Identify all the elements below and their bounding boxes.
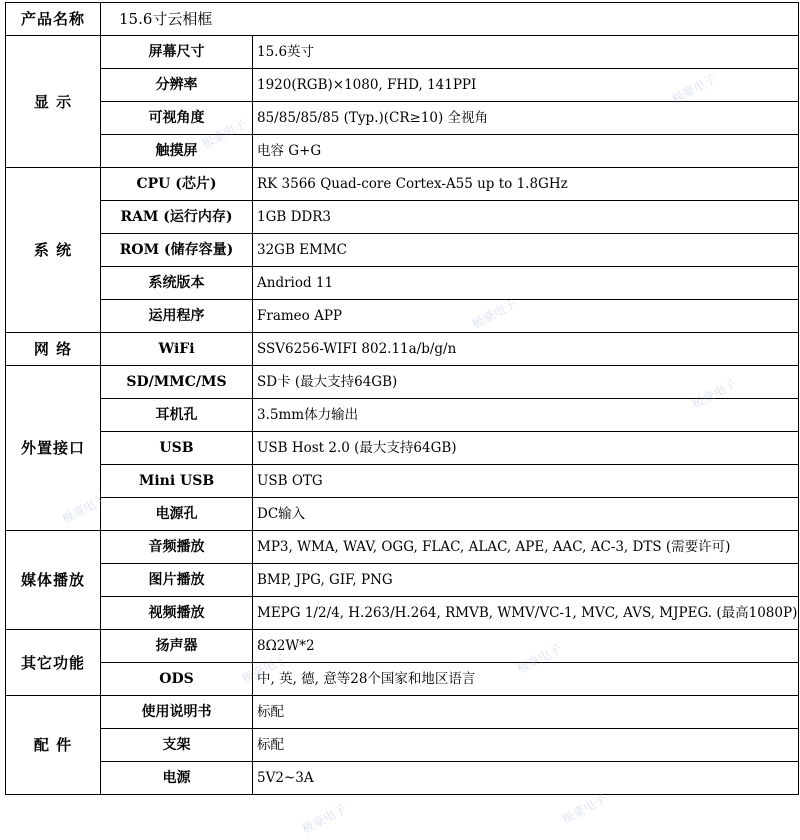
spec-row xyxy=(6,36,799,69)
spec-row xyxy=(6,432,799,465)
spec-item-label: 可视角度 xyxy=(101,102,253,135)
spec-item-label: 分辨率 xyxy=(101,69,253,102)
spec-row xyxy=(6,630,799,663)
spec-item-value: 3.5mm体力输出 xyxy=(253,399,799,432)
spec-item-label: 屏幕尺寸 xyxy=(101,36,253,69)
spec-item-label: 扬声器 xyxy=(101,630,253,663)
product-name-row xyxy=(6,3,799,36)
spec-row xyxy=(6,333,799,366)
spec-item-label: 图片播放 xyxy=(101,564,253,597)
spec-item-label: 电源孔 xyxy=(101,498,253,531)
spec-item-label: ODS xyxy=(101,663,253,696)
watermark-text: 极豪电子 xyxy=(469,296,519,332)
spec-item-label: CPU (芯片) xyxy=(101,168,253,201)
spec-item-value: SD卡 (最大支持64GB) xyxy=(253,366,799,399)
spec-item-value: 1GB DDR3 xyxy=(253,201,799,234)
spec-row xyxy=(6,531,799,564)
spec-item-value: MEPG 1/2/4, H.263/H.264, RMVB, WMV/VC-1, MVC, AVS, MJPEG. (最高1080P) xyxy=(253,597,799,630)
spec-row xyxy=(6,135,799,168)
spec-row xyxy=(6,663,799,696)
spec-row xyxy=(6,69,799,102)
spec-item-value: 电容 G+G xyxy=(253,135,799,168)
spec-item-label: RAM (运行内存) xyxy=(101,201,253,234)
spec-item-value: DC输入 xyxy=(253,498,799,531)
category-label: 媒体播放 xyxy=(6,531,101,630)
spec-row xyxy=(6,234,799,267)
watermark-text: 极豪电子 xyxy=(59,491,109,527)
watermark-text: 极豪电子 xyxy=(689,376,739,412)
spec-item-value: 标配 xyxy=(253,729,799,762)
spec-item-label: 运用程序 xyxy=(101,300,253,333)
watermark-text: 极豪电子 xyxy=(514,641,564,677)
spec-table-body xyxy=(6,3,799,795)
watermark-text: 极豪电子 xyxy=(669,71,719,107)
watermark-text: 极豪电子 xyxy=(559,791,609,827)
watermark-text: 极豪电子 xyxy=(239,651,289,687)
spec-item-value: 15.6英寸 xyxy=(253,36,799,69)
spec-item-value: USB OTG xyxy=(253,465,799,498)
spec-item-value: 32GB EMMC xyxy=(253,234,799,267)
spec-item-label: USB xyxy=(101,432,253,465)
spec-row xyxy=(6,168,799,201)
spec-item-label: Mini USB xyxy=(101,465,253,498)
category-label: 显 示 xyxy=(6,36,101,168)
category-label: 网 络 xyxy=(6,333,101,366)
product-name-value: 15.6寸云相框 xyxy=(101,3,799,36)
spec-item-value: 5V2~3A xyxy=(253,762,799,795)
spec-item-value: 85/85/85/85 (Typ.)(CR≥10) 全视角 xyxy=(253,102,799,135)
spec-item-value: SSV6256-WIFI 802.11a/b/g/n xyxy=(253,333,799,366)
spec-item-value: 中, 英, 德, 意等28个国家和地区语言 xyxy=(253,663,799,696)
spec-item-value: BMP, JPG, GIF, PNG xyxy=(253,564,799,597)
spec-item-value: RK 3566 Quad-core Cortex-A55 up to 1.8GHz xyxy=(253,168,799,201)
product-name-label: 产品名称 xyxy=(6,3,101,36)
spec-table xyxy=(5,2,799,795)
spec-item-label: WiFi xyxy=(101,333,253,366)
spec-row xyxy=(6,300,799,333)
spec-row xyxy=(6,762,799,795)
spec-item-value: 标配 xyxy=(253,696,799,729)
spec-row xyxy=(6,498,799,531)
watermark-text: 极豪电子 xyxy=(299,801,349,837)
spec-item-label: 支架 xyxy=(101,729,253,762)
category-label: 配 件 xyxy=(6,696,101,795)
spec-item-value: MP3, WMA, WAV, OGG, FLAC, ALAC, APE, AAC, AC-3, DTS (需要许可) xyxy=(253,531,799,564)
spec-item-label: ROM (储存容量) xyxy=(101,234,253,267)
spec-item-label: 视频播放 xyxy=(101,597,253,630)
spec-item-label: SD/MMC/MS xyxy=(101,366,253,399)
spec-row xyxy=(6,564,799,597)
category-label: 其它功能 xyxy=(6,630,101,696)
spec-item-label: 系统版本 xyxy=(101,267,253,300)
spec-item-label: 触摸屏 xyxy=(101,135,253,168)
spec-item-value: Frameo APP xyxy=(253,300,799,333)
spec-row xyxy=(6,366,799,399)
spec-item-label: 音频播放 xyxy=(101,531,253,564)
spec-item-value: USB Host 2.0 (最大支持64GB) xyxy=(253,432,799,465)
spec-row xyxy=(6,597,799,630)
spec-item-value: 1920(RGB)×1080, FHD, 141PPI xyxy=(253,69,799,102)
spec-item-label: 耳机孔 xyxy=(101,399,253,432)
spec-row xyxy=(6,465,799,498)
spec-item-label: 电源 xyxy=(101,762,253,795)
category-label: 系 统 xyxy=(6,168,101,333)
category-label: 外置接口 xyxy=(6,366,101,531)
spec-row xyxy=(6,102,799,135)
spec-row xyxy=(6,696,799,729)
spec-row xyxy=(6,399,799,432)
spec-item-label: 使用说明书 xyxy=(101,696,253,729)
spec-item-value: 8Ω2W*2 xyxy=(253,630,799,663)
spec-row xyxy=(6,267,799,300)
spec-row xyxy=(6,201,799,234)
spec-row xyxy=(6,729,799,762)
watermark-text: 极豪电子 xyxy=(199,116,249,152)
spec-item-value: Andriod 11 xyxy=(253,267,799,300)
